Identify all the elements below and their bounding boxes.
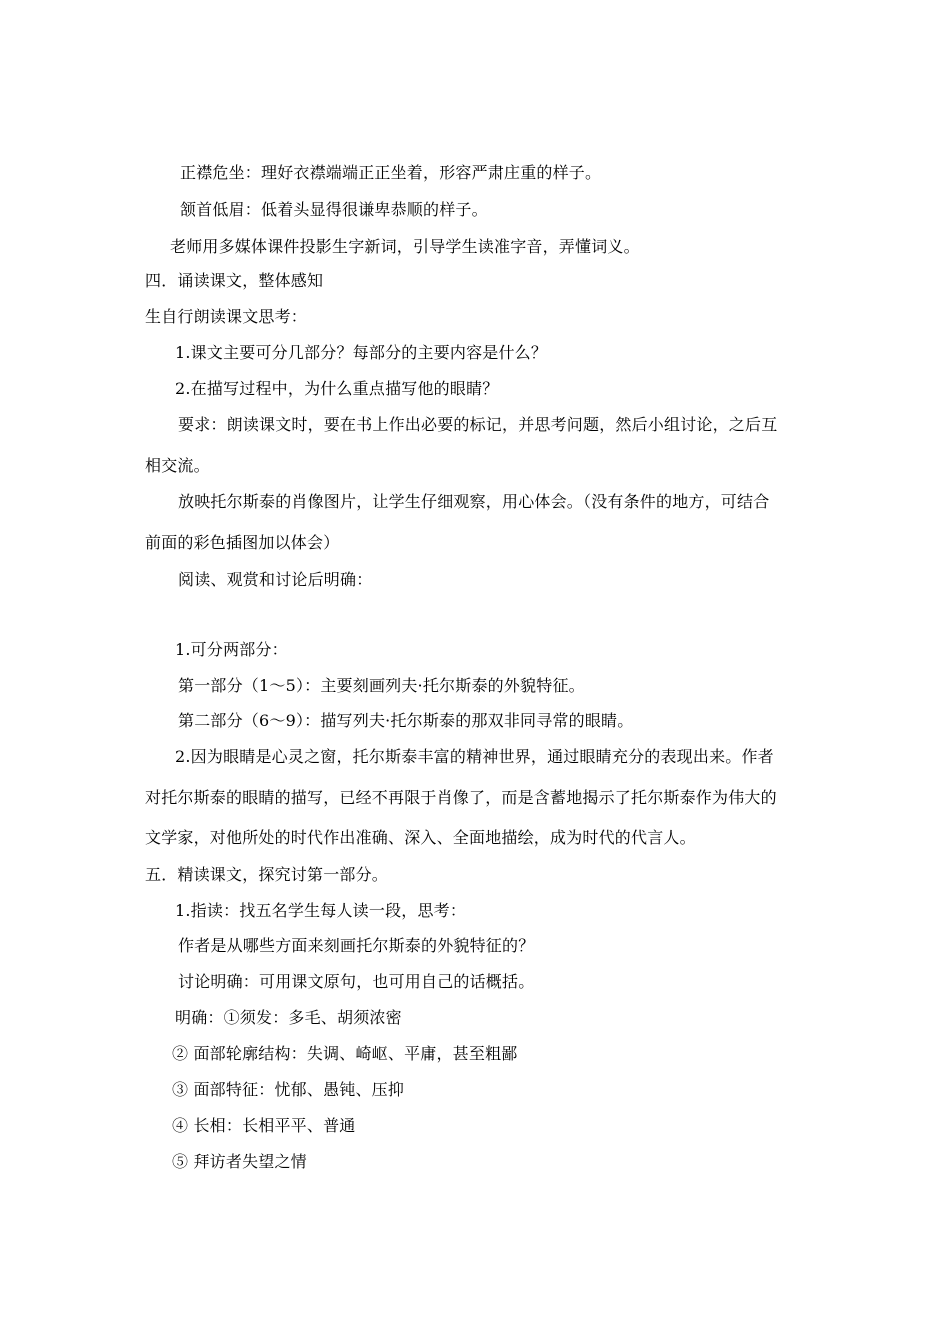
guided-reading: 1.指读：找五名学生每人读一段，思考：: [175, 901, 467, 920]
section-heading-4: 四．诵读课文，整体感知: [145, 271, 324, 290]
requirement-paragraph-line-1: 要求：朗读课文时，要在书上作出必要的标记，并思考问题，然后小组讨论，之后互: [178, 415, 778, 434]
answer-2-line-3: 文学家，对他所处的时代作出准确、深入、全面地描绘，成为时代的代言人。: [145, 828, 696, 847]
clarification-2: ② 面部轮廓结构：失调、崎岖、平庸，甚至粗鄙: [172, 1044, 518, 1063]
answer-2-line-2: 对托尔斯泰的眼睛的描写，已经不再限于肖像了，而是含蓄地揭示了托尔斯泰作为伟大的: [145, 788, 777, 807]
clarification-1: 明确：①须发：多毛、胡须浓密: [175, 1008, 402, 1027]
discussion-conclusion-intro: 阅读、观赏和讨论后明确：: [178, 570, 373, 589]
discussion-note: 讨论明确：可用课文原句，也可用自己的话概括。: [178, 972, 535, 991]
answer-1: 1.可分两部分：: [175, 640, 288, 659]
portrait-paragraph-line-1: 放映托尔斯泰的肖像图片，让学生仔细观察，用心体会。（没有条件的地方，可结合: [178, 492, 770, 511]
vocab-hanshoudimei: 颔首低眉：低着头显得很谦卑恭顺的样子。: [180, 200, 488, 219]
guided-reading-question: 作者是从哪些方面来刻画托尔斯泰的外貌特征的？: [178, 936, 535, 955]
section-heading-5: 五．精读课文，探究讨第一部分。: [145, 865, 389, 884]
answer-1-part-1: 第一部分（1～5）：主要刻画列夫·托尔斯泰的外貌特征。: [178, 676, 585, 695]
clarification-3: ③ 面部特征：忧郁、愚钝、压抑: [172, 1080, 405, 1099]
vocab-zhengjinweizuo: 正襟危坐：理好衣襟端端正正坐着，形容严肃庄重的样子。: [180, 163, 602, 182]
question-2: 2.在描写过程中，为什么重点描写他的眼睛？: [175, 379, 499, 398]
question-1: 1.课文主要可分几部分？每部分的主要内容是什么？: [175, 343, 548, 362]
clarification-4: ④ 长相：长相平平、普通: [172, 1116, 356, 1135]
answer-1-part-2: 第二部分（6～9）：描写列夫·托尔斯泰的那双非同寻常的眼睛。: [178, 711, 634, 730]
answer-2-line-1: 2.因为眼睛是心灵之窗，托尔斯泰丰富的精神世界，通过眼睛充分的表现出来。作者: [175, 747, 774, 766]
student-reading-prompt: 生自行朗读课文思考：: [145, 307, 308, 326]
requirement-paragraph-line-2: 相交流。: [145, 456, 210, 475]
clarification-5: ⑤ 拜访者失望之情: [172, 1152, 307, 1171]
portrait-paragraph-line-2: 前面的彩色插图加以体会）: [145, 533, 340, 552]
teacher-instruction: 老师用多媒体课件投影生字新词，引导学生读准字音，弄懂词义。: [170, 237, 640, 256]
